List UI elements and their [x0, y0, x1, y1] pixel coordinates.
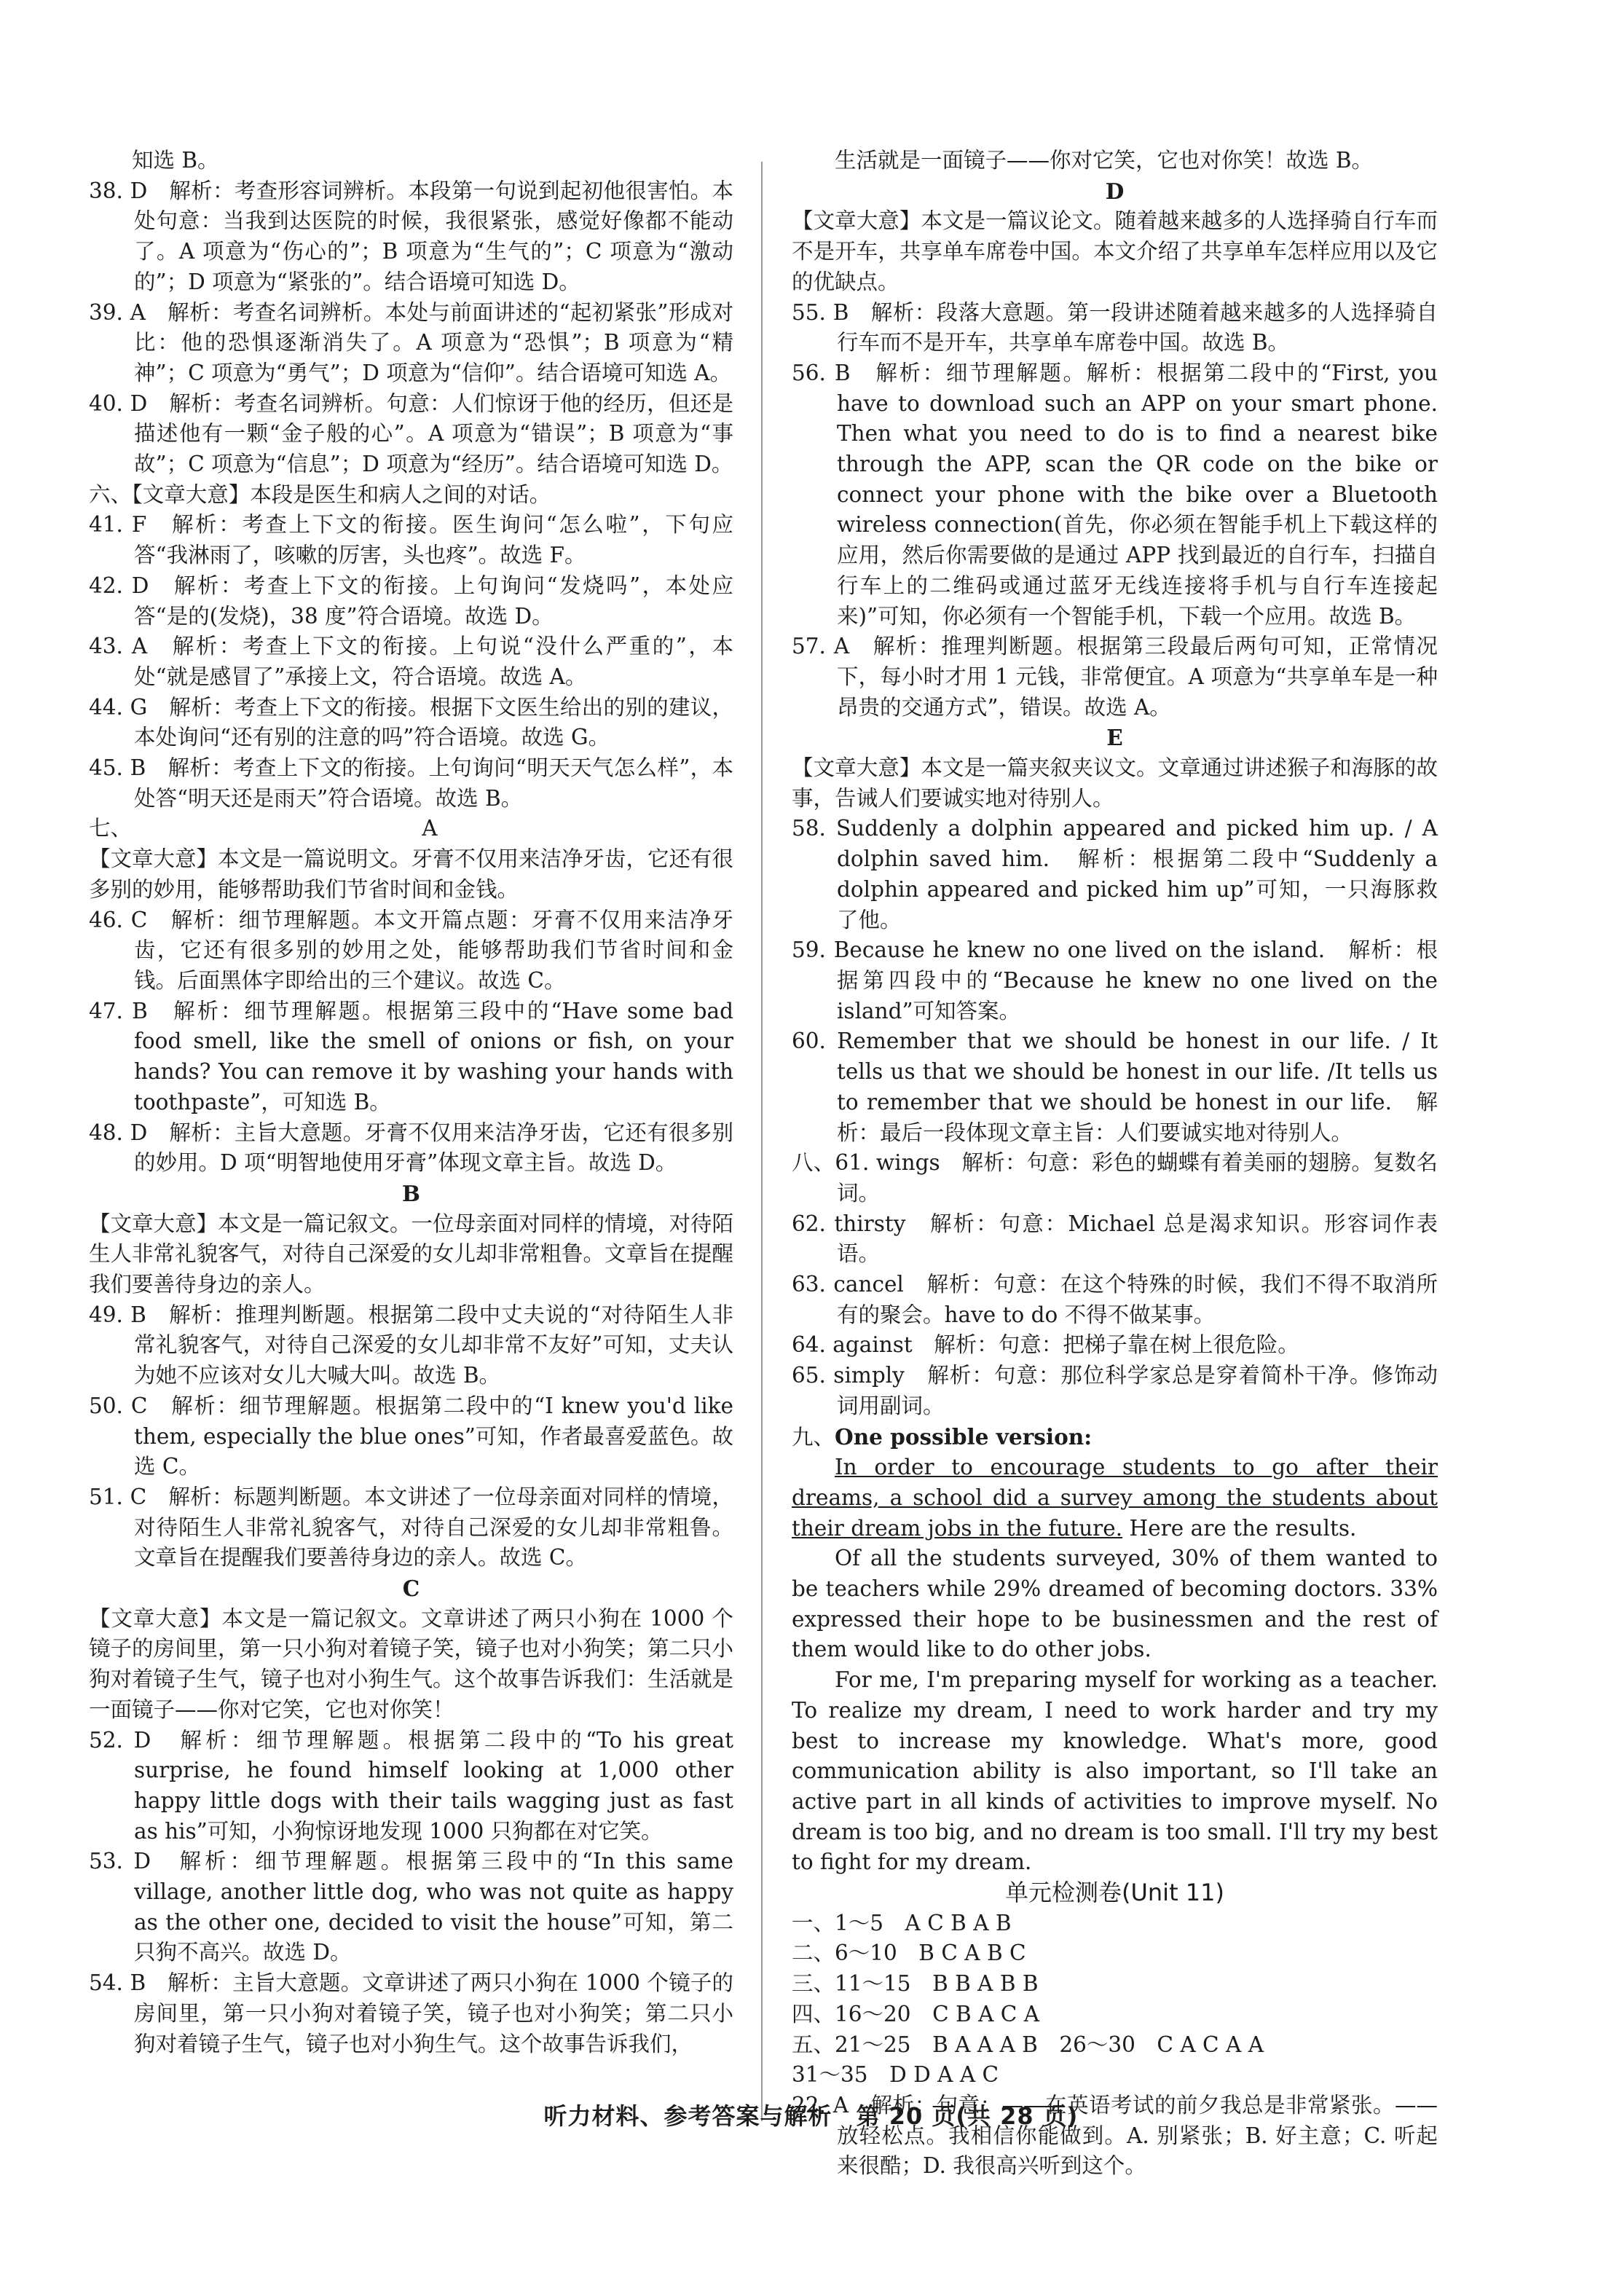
left-item-15: B — [402, 1180, 420, 1206]
unit-answer-row: 三、11～15 B B A B B — [792, 1971, 1039, 1997]
left-item-10: 七、 A — [89, 816, 438, 841]
right-item-5: 57. A 解析：推理判断题。根据第三段最后两句可知，正常情况下，每小时才用 1 元钱，非常便宜。A 项意为“共享单车是一种昂贵的交通方式”，错误。故选 A。 — [792, 634, 1438, 720]
essay-heading: 九、One possible version: — [792, 1423, 1093, 1450]
left-item-11: 【文章大意】本文是一篇说明文。牙膏不仅用来洁净牙齿，它还有很多别的妙用，能够帮助我们节省时间和金钱。 — [89, 846, 734, 902]
right-item-13: 63. cancel 解析：句意：在这个特殊的时候，我们不得不取消所有的聚会。have to do 不得不做某事。 — [792, 1272, 1438, 1327]
unit-answer-row: 31～35 D D A A C — [792, 2062, 999, 2088]
left-item-5: 41. F 解析：考查上下文的衔接。医生询问“怎么啦”，下句应答“我淋雨了，咳嗽的厉害，头也疼”。故选 F。 — [89, 512, 733, 568]
left-item-22: 52. D 解析：细节理解题。根据第二段中的“To his great surprise, he found himself looking at 1,000 other happy little dogs with their tails wagging just as fast as his”可知，小狗惊讶地发现 1000 只狗都在对它笑。 — [89, 1727, 733, 1844]
essay-paragraph-3: For me, I'm preparing myself for working as a teacher. To realize my dream, I need to work harder and try my best to increase my knowledge. What's more, good communication ability is also important, so I'll take an active part in all kinds of activities to improve myself. No dream is too big, and no dream is too small. I'll try my best to fight for my dream. — [792, 1667, 1438, 1875]
essay-paragraph-2: Of all the students surveyed, 30% of them wanted to be teachers while 29% dreamed of becoming doctors. 33% expressed their hope to be businessmen and the rest of them would like to do other jobs. — [792, 1546, 1438, 1662]
left-item-13: 47. B 解析：细节理解题。根据第三段中的“Have some bad food smell, like the smell of onions or fish, on your hands? You can remove it by washing your hands with toothpaste”，可知选 B。 — [89, 998, 733, 1114]
essay-underlined-sentence: In order to encourage students to go after their dreams, a school did a survey among the students about their dream jobs in the future. — [792, 1455, 1438, 1541]
right-item-1: D — [1105, 178, 1125, 204]
left-item-16: 【文章大意】本文是一篇记叙文。一位母亲面对同样的情境，对待陌生人非常礼貌客气，对待自己深爱的女儿却非常粗鲁。文章旨在提醒我们要善待身边的亲人。 — [89, 1211, 734, 1297]
right-item-14: 64. against 解析：句意：把梯子靠在树上很危险。 — [792, 1332, 1299, 1358]
left-item-20: C — [402, 1576, 420, 1602]
unit-test-title: 单元检测卷(Unit 11) — [1004, 1879, 1224, 1907]
left-column — [89, 146, 733, 2059]
left-item-19: 51. C 解析：标题判断题。本文讲述了一位母亲面对同样的情境，对待陌生人非常礼貌客气，对待自己深爱的女儿却非常粗鲁。文章旨在提醒我们要善待身边的亲人。故选 C。 — [89, 1484, 733, 1570]
right-item-9: 59. Because he knew no one lived on the island. 解析：根据第四段中的“Because he knew no one lived on the island”可知答案。 — [792, 937, 1438, 1023]
page-footer: 听力材料、参考答案与解析 第 20 页(共 28 页) — [543, 2102, 1079, 2130]
unit-answer-row: 二、6～10 B C A B C — [792, 1941, 1026, 1966]
unit-test-q22: 22. A 解析：句意：——在英语考试的前夕我总是非常紧张。——放轻松点。我相信你能做到。A. 别紧张；B. 好主意；C. 听起来很酷；D. 我很高兴听到这个。 — [792, 2093, 1438, 2179]
right-item-15: 65. simply 解析：句意：那位科学家总是穿着简朴干净。修饰动词用副词。 — [792, 1363, 1438, 1418]
right-item-10: 60. Remember that we should be honest in our life. / It tells us that we should be honest in our life. /It tells us to remember that we should be honest in our life. 解析：最后一段体现文章主旨：人们要诚实地对待别人。 — [792, 1029, 1438, 1145]
right-column — [792, 146, 1438, 2182]
right-item-6: E — [1106, 725, 1123, 751]
left-item-23: 53. D 解析：细节理解题。根据第三段中的“In this same village, another little dog, who was not quite as happy as the other one, decided to visit the house”可知，第二只狗不高兴。故选 D。 — [89, 1849, 733, 1965]
left-item-6: 42. D 解析：考查上下文的衔接。上句询问“发烧吗”，本处应答“是的(发烧)，38 度”符合语境。故选 D。 — [89, 573, 733, 629]
right-item-7: 【文章大意】本文是一篇夹叙夹议文。文章通过讲述猴子和海豚的故事，告诫人们要诚实地对待别人。 — [792, 755, 1438, 811]
column-divider — [761, 162, 763, 2121]
left-item-17: 49. B 解析：推理判断题。根据第二段中丈夫说的“对待陌生人非常礼貌客气，对待自己深爱的女儿却非常不友好”可知，丈夫认为她不应该对女儿大喊大叫。故选 B。 — [89, 1302, 733, 1388]
essay-heading-label: One possible version: — [835, 1423, 1093, 1450]
right-item-2: 【文章大意】本文是一篇议论文。随着越来越多的人选择骑自行车而不是开车，共享单车席卷中国。本文介绍了共享单车怎样应用以及它的优缺点。 — [792, 208, 1438, 294]
left-item-1: 38. D 解析：考查形容词辨析。本段第一句说到起初他很害怕。本处句意：当我到达医院的时候，我很紧张，感觉好像都不能动了。A 项意为“伤心的”；B 项意为“生气的”；C 项意为“激动的”；D 项意为“紧张的”。结合语境可知选 D。 — [89, 178, 733, 294]
left-item-4: 六、【文章大意】本段是医生和病人之间的对话。 — [89, 481, 551, 507]
left-item-0: 知选 B。 — [132, 148, 219, 173]
essay-paragraph-1: In order to encourage students to go after their dreams, a school did a survey among the students about their dream jobs in the future. Here are the results. — [792, 1455, 1438, 1541]
left-item-8: 44. G 解析：考查上下文的衔接。根据下文医生给出的别的建议，本处询问“还有别的注意的吗”符合语境。故选 G。 — [89, 694, 733, 750]
left-item-24: 54. B 解析：主旨大意题。文章讲述了两只小狗在 1000 个镜子的房间里，第一只小狗对着镜子笑，镜子也对小狗笑；第二只小狗对着镜子生气，镜子也对小狗生气。这个故事告诉我们， — [89, 1970, 733, 2056]
left-item-21: 【文章大意】本文是一篇记叙文。文章讲述了两只小狗在 1000 个镜子的房间里，第一只小狗对着镜子笑，镜子也对小狗笑；第二只小狗对着镜子生气，镜子也对小狗生气。这个故事告诉我们：生活就是一面镜子——你对它笑，它也对你笑！ — [89, 1605, 734, 1722]
left-item-12: 46. C 解析：细节理解题。本文开篇点题：牙膏不仅用来洁净牙齿，它还有很多别的妙用之处，能够帮助我们节省时间和金钱。后面黑体字即给出的三个建议。故选 C。 — [89, 907, 733, 993]
left-item-9: 45. B 解析：考查上下文的衔接。上句询问“明天天气怎么样”，本处答“明天还是雨天”符合语境。故选 B。 — [89, 755, 733, 811]
right-item-11: 八、61. wings 解析：句意：彩色的蝴蝶有着美丽的翅膀。复数名词。 — [792, 1150, 1438, 1206]
right-item-4: 56. B 解析：细节理解题。解析：根据第二段中的“First, you have to download such an APP on your smart phone. Then what you need to do is to find a nearest bike through the APP, scan the QR code on the bike or connect your phone with the bike over a Bluetooth wireless connection(首先，你必须在智能手机上下载这样的应用，然后你需要做的是通过 APP 找到最近的自行车，扫描自行车上的二维码或通过蓝牙无线连接将手机与自行车连接起来)”可知，你必须有一个智能手机，下载一个应用。故选 B。 — [792, 360, 1438, 629]
unit-answer-row: 四、16～20 C B A C A — [792, 2001, 1040, 2026]
left-item-18: 50. C 解析：细节理解题。根据第二段中的“I knew you'd like them, especially the blue ones”可知，作者最喜爱蓝色。故选 C。 — [89, 1393, 733, 1479]
left-item-14: 48. D 解析：主旨大意题。牙膏不仅用来洁净牙齿，它还有很多别的妙用。D 项“明智地使用牙膏”体现文章主旨。故选 D。 — [89, 1120, 733, 1176]
left-item-3: 40. D 解析：考查名词辨析。句意：人们惊讶于他的经历，但还是描述他有一颗“金子般的心”。A 项意为“错误”；B 项意为“事故”；C 项意为“信息”；D 项意为“经历”。结合语境可知选 D。 — [89, 390, 733, 477]
right-item-0: 生活就是一面镜子——你对它笑，它也对你笑！故选 B。 — [835, 148, 1374, 173]
right-item-3: 55. B 解析：段落大意题。第一段讲述随着越来越多的人选择骑自行车而不是开车，共享单车席卷中国。故选 B。 — [792, 299, 1438, 355]
unit-test-answers — [792, 1908, 1438, 2091]
right-item-8: 58. Suddenly a dolphin appeared and picked him up. / A dolphin saved him. 解析：根据第二段中“Suddenly a dolphin appeared and picked him up”可知，一只海豚救了他。 — [792, 816, 1438, 932]
unit-answer-row: 五、21～25 B A A A B 26～30 C A C A A — [792, 2032, 1264, 2057]
unit-answer-row: 一、1～5 A C B A B — [792, 1910, 1012, 1935]
left-item-2: 39. A 解析：考查名词辨析。本处与前面讲述的“起初紧张”形成对比：他的恐惧逐渐消失了。A 项意为“恐惧”；B 项意为“精神”；C 项意为“勇气”；D 项意为“信仰”。结合语境可知选 A。 — [89, 299, 733, 385]
left-item-7: 43. A 解析：考查上下文的衔接。上句说“没什么严重的”，本处“就是感冒了”承接上文，符合语境。故选 A。 — [89, 634, 733, 689]
right-item-12: 62. thirsty 解析：句意：Michael 总是渴求知识。形容词作表语。 — [792, 1211, 1438, 1267]
